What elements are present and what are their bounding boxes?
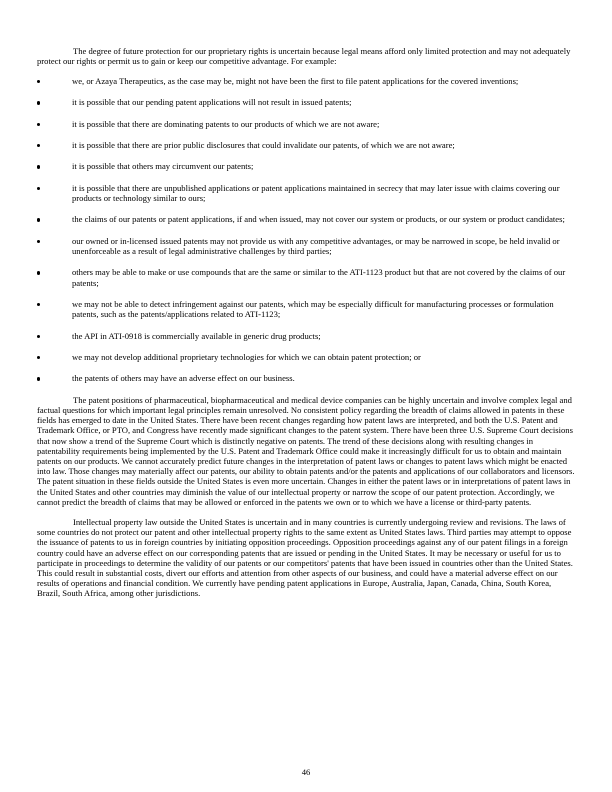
bullet-icon [37,123,40,126]
international-ip-paragraph: Intellectual property law outside the United States is uncertain and in many countries is currently undergoing review and revisions. The laws of some countries do not protect our patent and other intellectual property rights to the same extent as United States laws. Third parties may attempt to oppose the issuance of patents to us in foreign countries by initiating opposition proceedings. Opposition proceedings against any of our patent filings in a foreign country could have an adverse effect on our corresponding patents that are issued or pending in the United States. It may be necessary or useful for us to participate in proceedings to determine the validity of our patents or our competitors' patents that have been issued in countries other than the United States. This could result in substantial costs, divert our efforts and attention from other aspects of our business, and could have a material adverse effect on our results of operations and financial condition. We currently have pending patent applications in Europe, Australia, Japan, Canada, China, South Korea, Brazil, South Africa, among other jurisdictions. [37,517,573,599]
list-item-text: we, or Azaya Therapeutics, as the case may be, might not have been the first to file patent applications for the covered inventions; [72,75,519,86]
list-item-text: others may be able to make or use compounds that are the same or similar to the ATI-1123 product but that are not covered by the claims of our patents; [72,267,566,288]
document-page [37,46,575,599]
list-item [37,331,575,341]
list-item [37,161,575,171]
bullet-icon [37,335,40,338]
list-item [37,214,575,224]
list-item [37,140,575,150]
patent-positions-paragraph: The patent positions of pharmaceutical, biopharmaceutical and medical device companies can be highly uncertain and involve complex legal and factual questions for which important legal principles remain unresolved. No consistent policy regarding the breadth of claims allowed in patents in these fields has emerged to date in the United States. There have been recent changes regarding how patent laws are interpreted, and both the U.S. Patent and Trademark Office, or PTO, and Congress have recently made significant changes to the patent system. There have been three U.S. Supreme Court decisions that now show a trend of the Supreme Court which is distinctly negative on patents. The trend of these decisions along with resulting changes in patentability requirements being implemented by the U.S. Patent and Trademark Office could make it increasingly difficult for us to obtain and maintain patents on our products. We cannot accurately predict future changes in the interpretation of patent laws or changes to patent laws which might be enacted into law. Those changes may materially affect our patents, our ability to obtain patents and/or the patents and applications of our collaborators and licensors. The patent situation in these fields outside the United States is even more uncertain. Changes in either the patent laws or in interpretations of patent laws in the United States and other countries may diminish the value of our intellectual property or narrow the scope of our patent protection. Accordingly, we cannot predict the breadth of claims that may be allowed or enforced in the patents we own or to which we have a license or third-party patents. [37,394,575,507]
bullet-icon [37,187,40,190]
bullet-icon [37,377,40,380]
list-item-text: we may not be able to detect infringement against our patents, which may be especially difficult for manufacturing processes or formulation patents, such as the patents/applications related to ATI-1123; [72,299,554,320]
bullet-icon [37,271,40,274]
list-item-text: it is possible that there are unpublished applications or patent applications maintained in secrecy that may later issue with claims covering our products or technology similar to ours; [72,182,560,204]
risk-bullet-list [37,76,575,384]
list-item-text: it is possible that others may circumvent our patents; [72,161,254,172]
intro-paragraph: The degree of future protection for our proprietary rights is uncertain because legal means afford only limited protection and may not adequately protect our rights or permit us to gain or keep our competitive advantage. For example: [37,46,571,67]
bullet-icon [37,218,40,221]
list-item-text: it is possible that there are prior public disclosures that could invalidate our patents, of which we are not aware; [72,140,455,151]
page-number: 46 [301,767,311,777]
list-item-text: we may not develop additional proprietary technologies for which we can obtain patent protection; or [72,352,421,363]
list-item [37,97,575,107]
bullet-icon [37,165,40,168]
list-item-text: our owned or in-licensed issued patents may not provide us with any competitive advantages, or may be narrowed in scope, be held invalid or unenforceable as a result of legal administrative challenges by third parties; [72,235,560,257]
list-item [37,76,575,86]
bullet-icon [37,144,40,147]
list-item-text: it is possible that there are dominating patents to our products of which we are not aware; [72,118,380,129]
list-item [37,299,575,319]
list-item [37,119,575,129]
bullet-icon [37,240,40,243]
bullet-icon [37,80,40,83]
list-item [37,183,575,203]
bullet-icon [37,356,40,359]
list-item-text: the API in ATI-0918 is commercially available in generic drug products; [72,330,321,341]
bullet-icon [37,101,40,104]
list-item [37,373,575,383]
bullet-icon [37,303,40,306]
list-item-text: it is possible that our pending patent applications will not result in issued patents; [72,97,352,108]
list-item-text: the patents of others may have an adverse effect on our business. [72,373,295,384]
list-item [37,352,575,362]
list-item [37,236,575,256]
list-item-text: the claims of our patents or patent applications, if and when issued, may not cover our system or products, or our system or product candidates; [72,214,565,225]
list-item [37,267,575,287]
